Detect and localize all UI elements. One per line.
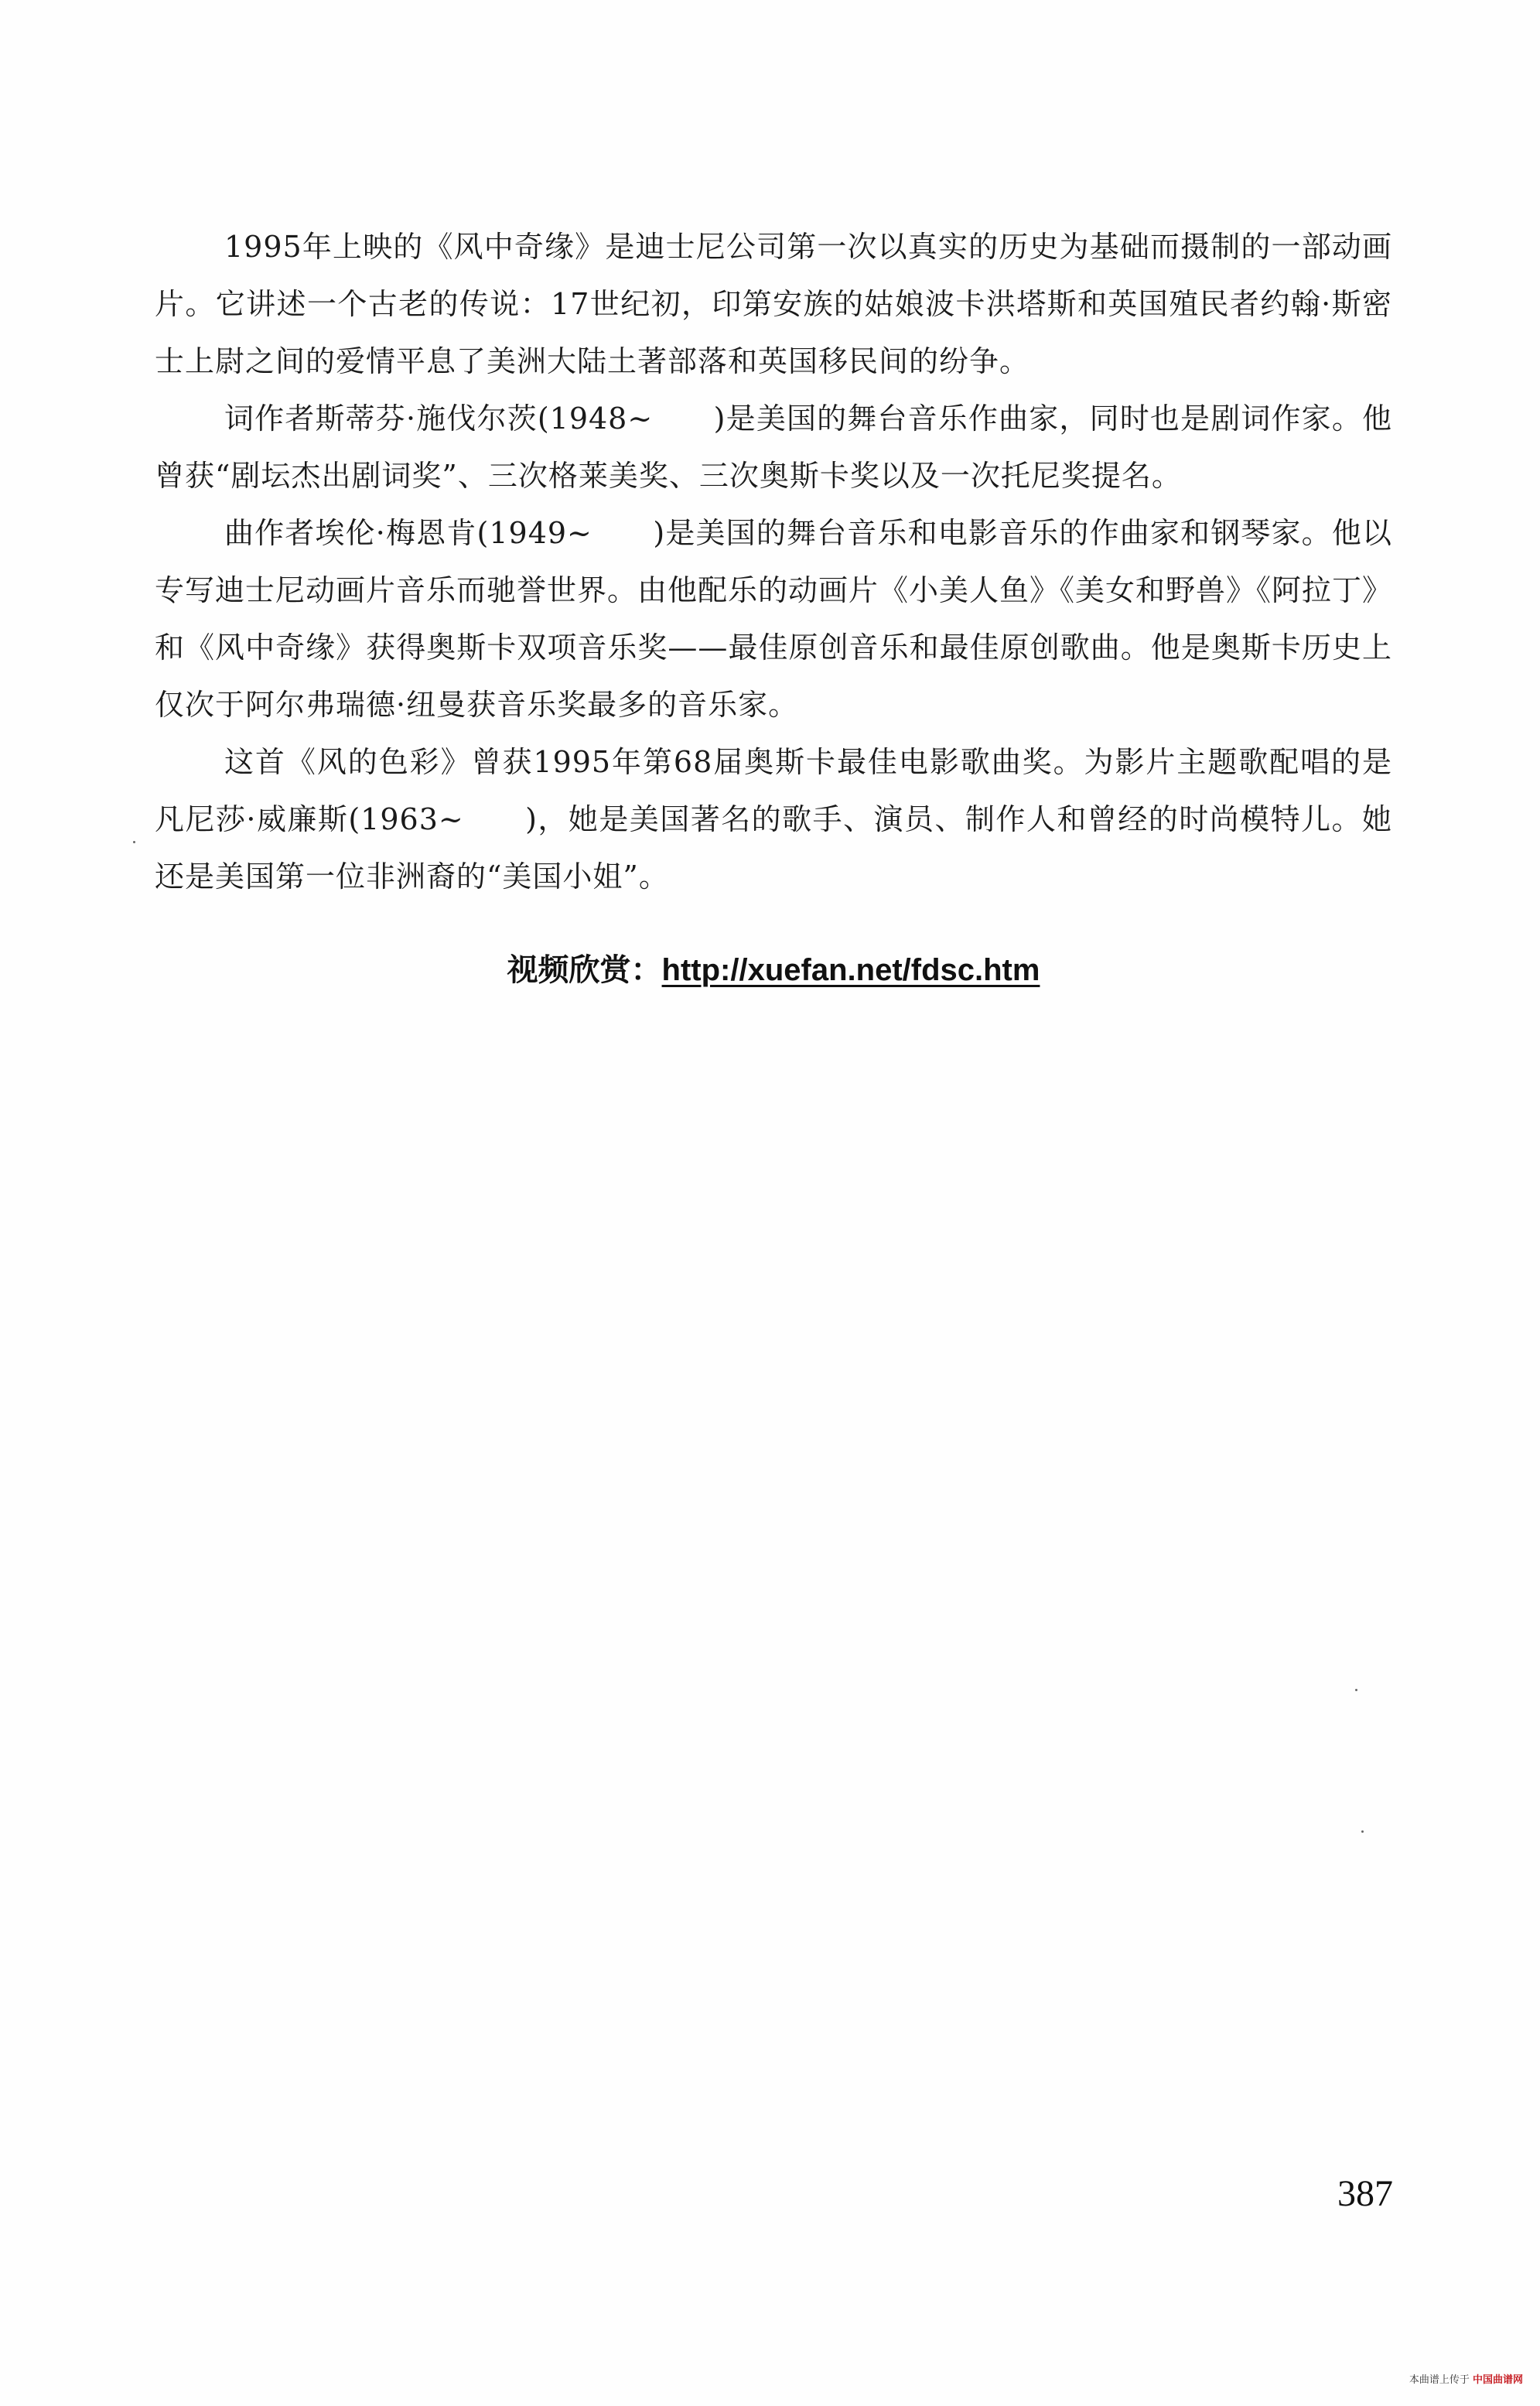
video-link[interactable]: http://xuefan.net/fdsc.htm xyxy=(661,953,1040,987)
page-number: 387 xyxy=(1337,2173,1393,2214)
scan-speck xyxy=(133,841,135,843)
scan-speck xyxy=(1361,1830,1364,1833)
paragraph-composer: 曲作者埃伦·梅恩肯(1949~ )是美国的舞台音乐和电影音乐的作曲家和钢琴家。他以专写迪士尼动画片音乐而驰誉世界。由他配乐的动画片《小美人鱼》《美女和野兽》《阿拉丁》和《风中奇缘》获得奥斯卡双项音乐奖——最佳原创音乐和最佳原创歌曲。他是奥斯卡历史上仅次于阿尔弗瑞德·纽曼获音乐奖最多的音乐家。 xyxy=(155,516,1393,722)
paragraph-intro: 1995年上映的《风中奇缘》是迪士尼公司第一次以真实的历史为基础而摄制的一部动画片。它讲述一个古老的传说：17世纪初，印第安族的姑娘波卡洪塔斯和英国殖民者约翰·斯密士上尉之间的爱情平息了美洲大陆土著部落和英国移民间的纷争。 xyxy=(155,230,1392,378)
paragraph-lyricist: 词作者斯蒂芬·施伐尔茨(1948~ )是美国的舞台音乐作曲家，同时也是剧词作家。他曾获“剧坛杰出剧词奖”、三次格莱美奖、三次奥斯卡奖以及一次托尼奖提名。 xyxy=(155,402,1392,493)
video-reference xyxy=(155,945,1392,989)
footer-brand: 中国曲谱网 xyxy=(1472,2374,1523,2386)
footer-credit xyxy=(1409,2371,1523,2386)
video-label: 视频欣赏： xyxy=(507,953,662,987)
scan-speck xyxy=(1355,1689,1357,1691)
paragraph-award: 这首《风的色彩》曾获1995年第68届奥斯卡最佳电影歌曲奖。为影片主题歌配唱的是凡尼莎·威廉斯(1963~ )，她是美国著名的歌手、演员、制作人和曾经的时尚模特儿。她还是美国第一位非洲裔的“美国小姐”。 xyxy=(155,745,1392,894)
footer-prefix: 本曲谱上传于 xyxy=(1409,2374,1470,2386)
body-text xyxy=(155,218,1393,987)
